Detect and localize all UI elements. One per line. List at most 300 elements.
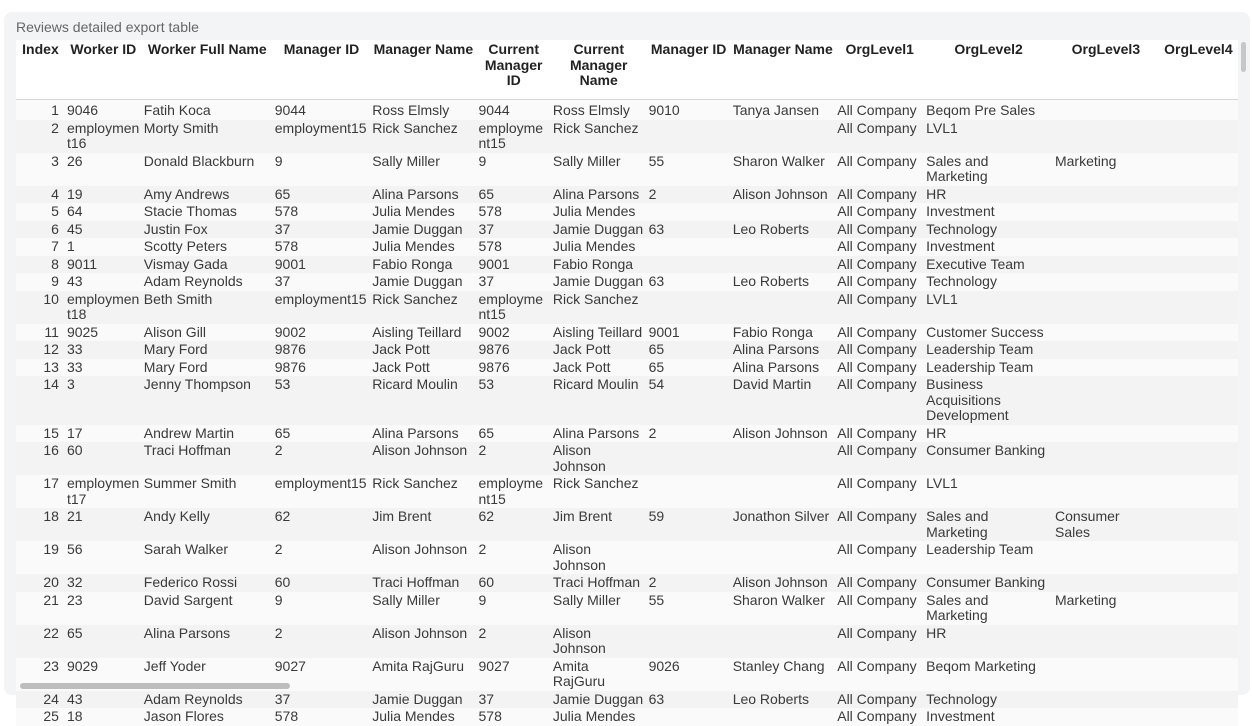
- table-cell: LVL1: [924, 291, 1053, 324]
- table-cell: Consumer Banking: [924, 574, 1053, 592]
- table-cell: 17: [65, 425, 142, 443]
- table-cell: Mary Ford: [142, 341, 273, 359]
- table-cell: 43: [65, 273, 142, 291]
- table-cell: 20: [16, 574, 65, 592]
- table-cell: Jeff Yoder: [142, 658, 273, 691]
- table-cell: 9: [477, 592, 551, 625]
- table-cell: Jenny Thompson: [142, 376, 273, 425]
- table-cell: Adam Reynolds: [142, 691, 273, 709]
- table-cell: Julia Mendes: [370, 238, 476, 256]
- table-row[interactable]: [16, 256, 1238, 274]
- table-row[interactable]: [16, 100, 1238, 120]
- table-row[interactable]: [16, 324, 1238, 342]
- table-cell: Leadership Team: [924, 341, 1053, 359]
- table-cell: 578: [273, 708, 370, 726]
- table-cell: [1159, 574, 1238, 592]
- column-header[interactable]: Current Manager Name: [551, 40, 647, 100]
- table-cell: Aisling Teillard: [551, 324, 647, 342]
- table-cell: Technology: [924, 221, 1053, 239]
- table-cell: employment15: [273, 120, 370, 153]
- column-header[interactable]: Manager Name: [731, 40, 836, 100]
- table-row[interactable]: [16, 376, 1238, 425]
- table-cell: [1053, 238, 1159, 256]
- table-cell: All Company: [835, 324, 924, 342]
- table-cell: Alina Parsons: [551, 425, 647, 443]
- table-cell: [1053, 221, 1159, 239]
- table-cell: [1053, 359, 1159, 377]
- table-cell: [1053, 691, 1159, 709]
- table-cell: 9: [16, 273, 65, 291]
- table-cell: 9046: [65, 100, 142, 120]
- table-row[interactable]: [16, 359, 1238, 377]
- table-cell: Rick Sanchez: [551, 291, 647, 324]
- table-cell: LVL1: [924, 120, 1053, 153]
- table-cell: Rick Sanchez: [370, 475, 476, 508]
- table-cell: 65: [477, 186, 551, 204]
- table-cell: 23: [65, 592, 142, 625]
- table-cell: [1053, 324, 1159, 342]
- table-cell: 13: [16, 359, 65, 377]
- table-cell: 26: [65, 153, 142, 186]
- table-cell: 578: [477, 203, 551, 221]
- table-cell: [1159, 691, 1238, 709]
- table-cell: Sales and Marketing: [924, 592, 1053, 625]
- table-cell: employment15: [477, 120, 551, 153]
- table-row[interactable]: [16, 238, 1238, 256]
- table-cell: 62: [477, 508, 551, 541]
- table-cell: All Company: [835, 273, 924, 291]
- table-cell: Alina Parsons: [551, 186, 647, 204]
- table-cell: Investment: [924, 238, 1053, 256]
- table-cell: 9876: [477, 341, 551, 359]
- table-cell: Executive Team: [924, 256, 1053, 274]
- table-row[interactable]: [16, 273, 1238, 291]
- table-cell: Amy Andrews: [142, 186, 273, 204]
- table-cell: 65: [477, 425, 551, 443]
- table-cell: Beqom Pre Sales: [924, 100, 1053, 120]
- table-cell: Fabio Ronga: [551, 256, 647, 274]
- table-cell: 37: [477, 221, 551, 239]
- table-cell: 9026: [647, 658, 731, 691]
- table-cell: All Company: [835, 376, 924, 425]
- table-cell: LVL1: [924, 475, 1053, 508]
- table-cell: Donald Blackburn: [142, 153, 273, 186]
- table-cell: 45: [65, 221, 142, 239]
- column-header[interactable]: OrgLevel1: [835, 40, 924, 100]
- table-cell: Consumer Sales: [1053, 508, 1159, 541]
- table-cell: [1159, 221, 1238, 239]
- table-cell: Ross Elmsly: [551, 100, 647, 120]
- table-cell: 9044: [273, 100, 370, 120]
- table-cell: Jamie Duggan: [370, 221, 476, 239]
- column-header[interactable]: Current Manager ID: [477, 40, 551, 100]
- table-cell: [1159, 341, 1238, 359]
- table-row[interactable]: [16, 475, 1238, 508]
- table-row[interactable]: [16, 203, 1238, 221]
- table-cell: [647, 708, 731, 726]
- table-cell: All Company: [835, 291, 924, 324]
- table-cell: Alison Johnson: [551, 625, 647, 658]
- table-cell: Julia Mendes: [551, 708, 647, 726]
- table-cell: [1053, 291, 1159, 324]
- table-cell: 9002: [273, 324, 370, 342]
- table-cell: Alison Johnson: [731, 425, 836, 443]
- table-cell: 65: [647, 341, 731, 359]
- table-row[interactable]: [16, 153, 1238, 186]
- table-cell: [1159, 120, 1238, 153]
- table-cell: 23: [16, 658, 65, 691]
- table-cell: 9027: [477, 658, 551, 691]
- table-cell: Jack Pott: [551, 341, 647, 359]
- table-row[interactable]: [16, 442, 1238, 475]
- table-cell: 9010: [647, 100, 731, 120]
- table-cell: 19: [65, 186, 142, 204]
- table-cell: Sally Miller: [370, 153, 476, 186]
- table-cell: All Company: [835, 359, 924, 377]
- table-cell: HR: [924, 425, 1053, 443]
- table-cell: 63: [647, 273, 731, 291]
- table-cell: 63: [647, 221, 731, 239]
- column-header[interactable]: Worker ID: [65, 40, 142, 100]
- table-row[interactable]: [16, 691, 1238, 709]
- table-cell: Stanley Chang: [731, 658, 836, 691]
- table-cell: [1053, 658, 1159, 691]
- table-cell: Rick Sanchez: [551, 475, 647, 508]
- table-cell: 59: [647, 508, 731, 541]
- table-cell: employment15: [273, 291, 370, 324]
- table-cell: All Company: [835, 625, 924, 658]
- horizontal-scrollbar[interactable]: [20, 683, 290, 689]
- table-cell: [1159, 238, 1238, 256]
- table-cell: employment17: [65, 475, 142, 508]
- table-cell: Marketing: [1053, 592, 1159, 625]
- table-cell: Sharon Walker: [731, 592, 836, 625]
- table-cell: Jonathon Silver: [731, 508, 836, 541]
- panel-title: Reviews detailed export table: [16, 19, 199, 35]
- table-cell: [647, 256, 731, 274]
- table-cell: Alison Johnson: [731, 574, 836, 592]
- table-cell: Business Acquisitions Development: [924, 376, 1053, 425]
- table-cell: [731, 625, 836, 658]
- table-cell: Beth Smith: [142, 291, 273, 324]
- table-cell: [1159, 273, 1238, 291]
- table-cell: [1159, 359, 1238, 377]
- table-cell: Technology: [924, 691, 1053, 709]
- table-cell: All Company: [835, 153, 924, 186]
- table-cell: [1159, 425, 1238, 443]
- table-cell: Jamie Duggan: [551, 221, 647, 239]
- table-cell: Jack Pott: [370, 359, 476, 377]
- table-cell: Amita RajGuru: [370, 658, 476, 691]
- table-cell: Alison Johnson: [551, 442, 647, 475]
- table-cell: 8: [16, 256, 65, 274]
- table-cell: 1: [65, 238, 142, 256]
- table-cell: 9001: [477, 256, 551, 274]
- table-row[interactable]: [16, 625, 1238, 658]
- table-cell: Alina Parsons: [731, 341, 836, 359]
- table-row[interactable]: [16, 574, 1238, 592]
- table-cell: Federico Rossi: [142, 574, 273, 592]
- table-cell: employment18: [65, 291, 142, 324]
- column-header[interactable]: Manager Name: [370, 40, 476, 100]
- table-cell: 9: [273, 153, 370, 186]
- table-cell: Alina Parsons: [731, 359, 836, 377]
- table-cell: employment15: [273, 475, 370, 508]
- table-cell: [1159, 541, 1238, 574]
- table-cell: 9002: [477, 324, 551, 342]
- table-cell: Traci Hoffman: [370, 574, 476, 592]
- vertical-scrollbar[interactable]: [1241, 42, 1246, 72]
- table-cell: [1159, 625, 1238, 658]
- table-cell: Julia Mendes: [370, 203, 476, 221]
- table-cell: 65: [647, 359, 731, 377]
- table-cell: Jason Flores: [142, 708, 273, 726]
- table-cell: [1053, 541, 1159, 574]
- table-cell: [1159, 658, 1238, 691]
- table-cell: [731, 120, 836, 153]
- table-cell: [1159, 592, 1238, 625]
- table-cell: All Company: [835, 221, 924, 239]
- table-cell: 9025: [65, 324, 142, 342]
- table-cell: [1159, 100, 1238, 120]
- table-cell: Morty Smith: [142, 120, 273, 153]
- table-cell: [647, 203, 731, 221]
- table-cell: [1159, 291, 1238, 324]
- table-row[interactable]: [16, 708, 1238, 726]
- table-cell: Julia Mendes: [551, 238, 647, 256]
- table-cell: Alina Parsons: [370, 425, 476, 443]
- table-cell: [1053, 425, 1159, 443]
- table-cell: 24: [16, 691, 65, 709]
- table-row[interactable]: [16, 592, 1238, 625]
- table-cell: [1159, 256, 1238, 274]
- table-cell: Customer Success: [924, 324, 1053, 342]
- table-cell: All Company: [835, 508, 924, 541]
- table-cell: Rick Sanchez: [551, 120, 647, 153]
- table-cell: Justin Fox: [142, 221, 273, 239]
- table-cell: [1159, 708, 1238, 726]
- table-cell: Scotty Peters: [142, 238, 273, 256]
- table-cell: 33: [65, 341, 142, 359]
- column-header[interactable]: OrgLevel3: [1053, 40, 1159, 100]
- table-cell: 2: [273, 625, 370, 658]
- table-cell: Fabio Ronga: [370, 256, 476, 274]
- table-cell: 37: [273, 221, 370, 239]
- table-cell: Leo Roberts: [731, 221, 836, 239]
- table-cell: 56: [65, 541, 142, 574]
- table-cell: All Company: [835, 186, 924, 204]
- table-cell: 21: [65, 508, 142, 541]
- table-cell: [1053, 708, 1159, 726]
- table-cell: Leadership Team: [924, 541, 1053, 574]
- table-row[interactable]: [16, 341, 1238, 359]
- table-cell: All Company: [835, 203, 924, 221]
- table-cell: 17: [16, 475, 65, 508]
- table-cell: [731, 442, 836, 475]
- table-cell: Aisling Teillard: [370, 324, 476, 342]
- table-cell: employment15: [477, 291, 551, 324]
- table-row[interactable]: [16, 508, 1238, 541]
- table-cell: [1053, 475, 1159, 508]
- table-cell: 9: [273, 592, 370, 625]
- reviews-table: [16, 40, 1238, 726]
- table-cell: [731, 256, 836, 274]
- table-cell: Alison Johnson: [731, 186, 836, 204]
- table-cell: Amita RajGuru: [551, 658, 647, 691]
- table-cell: 21: [16, 592, 65, 625]
- table-cell: Jack Pott: [370, 341, 476, 359]
- table-cell: All Company: [835, 100, 924, 120]
- table-cell: Investment: [924, 203, 1053, 221]
- table-cell: 25: [16, 708, 65, 726]
- column-header[interactable]: Manager ID: [647, 40, 731, 100]
- table-cell: 3: [65, 376, 142, 425]
- table-cell: All Company: [835, 120, 924, 153]
- table-cell: Alina Parsons: [370, 186, 476, 204]
- table-cell: All Company: [835, 574, 924, 592]
- table-cell: Julia Mendes: [370, 708, 476, 726]
- table-cell: [1053, 442, 1159, 475]
- table-cell: Fabio Ronga: [731, 324, 836, 342]
- table-cell: Mary Ford: [142, 359, 273, 377]
- table-cell: 37: [477, 273, 551, 291]
- table-row[interactable]: [16, 120, 1238, 153]
- table-cell: [647, 238, 731, 256]
- table-cell: [1159, 508, 1238, 541]
- column-header[interactable]: OrgLevel2: [924, 40, 1053, 100]
- table-cell: Sally Miller: [551, 153, 647, 186]
- table-row[interactable]: [16, 221, 1238, 239]
- table-cell: All Company: [835, 442, 924, 475]
- table-cell: Jamie Duggan: [370, 691, 476, 709]
- table-cell: 9011: [65, 256, 142, 274]
- column-header[interactable]: OrgLevel4: [1159, 40, 1238, 100]
- table-row[interactable]: [16, 186, 1238, 204]
- table-cell: 9029: [65, 658, 142, 691]
- table-cell: 2: [477, 625, 551, 658]
- table-cell: Fatih Koca: [142, 100, 273, 120]
- table-cell: Sharon Walker: [731, 153, 836, 186]
- table-cell: 16: [16, 442, 65, 475]
- table-cell: [647, 442, 731, 475]
- table-row[interactable]: [16, 425, 1238, 443]
- table-cell: All Company: [835, 708, 924, 726]
- table-cell: 2: [477, 442, 551, 475]
- table-cell: [731, 291, 836, 324]
- table-cell: 3: [16, 153, 65, 186]
- table-cell: [1053, 376, 1159, 425]
- table-cell: [1159, 442, 1238, 475]
- table-cell: [1053, 574, 1159, 592]
- table-cell: Alison Johnson: [551, 541, 647, 574]
- table-cell: [1053, 186, 1159, 204]
- table-cell: 9876: [273, 341, 370, 359]
- table-cell: 5: [16, 203, 65, 221]
- table-cell: 63: [647, 691, 731, 709]
- table-cell: Vismay Gada: [142, 256, 273, 274]
- table-cell: 33: [65, 359, 142, 377]
- table-cell: HR: [924, 186, 1053, 204]
- table-cell: Sales and Marketing: [924, 508, 1053, 541]
- table-cell: Tanya Jansen: [731, 100, 836, 120]
- column-header[interactable]: Index: [16, 40, 65, 100]
- table-cell: Andy Kelly: [142, 508, 273, 541]
- table-cell: [1053, 625, 1159, 658]
- table-cell: [1159, 203, 1238, 221]
- table-cell: Consumer Banking: [924, 442, 1053, 475]
- table-cell: 11: [16, 324, 65, 342]
- table-cell: employment15: [477, 475, 551, 508]
- table-cell: [647, 541, 731, 574]
- table-cell: All Company: [835, 592, 924, 625]
- table-cell: Leo Roberts: [731, 273, 836, 291]
- table-row[interactable]: [16, 291, 1238, 324]
- table-cell: 19: [16, 541, 65, 574]
- table-cell: David Sargent: [142, 592, 273, 625]
- table-viewport[interactable]: [16, 40, 1238, 724]
- table-cell: 14: [16, 376, 65, 425]
- column-header[interactable]: Manager ID: [273, 40, 370, 100]
- table-cell: 9876: [273, 359, 370, 377]
- table-cell: David Martin: [731, 376, 836, 425]
- table-cell: 7: [16, 238, 65, 256]
- table-cell: 2: [647, 186, 731, 204]
- table-cell: [731, 475, 836, 508]
- table-cell: Marketing: [1053, 153, 1159, 186]
- table-cell: [647, 120, 731, 153]
- table-cell: 12: [16, 341, 65, 359]
- table-cell: 10: [16, 291, 65, 324]
- table-cell: All Company: [835, 475, 924, 508]
- table-cell: 578: [477, 708, 551, 726]
- table-cell: Alison Johnson: [370, 442, 476, 475]
- table-cell: [731, 708, 836, 726]
- table-cell: Alison Johnson: [370, 541, 476, 574]
- table-cell: 15: [16, 425, 65, 443]
- table-cell: Sally Miller: [551, 592, 647, 625]
- table-cell: Jack Pott: [551, 359, 647, 377]
- table-cell: 32: [65, 574, 142, 592]
- table-row[interactable]: [16, 541, 1238, 574]
- table-cell: [647, 475, 731, 508]
- table-cell: Beqom Marketing: [924, 658, 1053, 691]
- table-cell: [1053, 273, 1159, 291]
- table-cell: [731, 203, 836, 221]
- table-cell: 18: [65, 708, 142, 726]
- table-cell: All Company: [835, 691, 924, 709]
- column-header[interactable]: Worker Full Name: [142, 40, 273, 100]
- table-cell: employment16: [65, 120, 142, 153]
- table-cell: 60: [477, 574, 551, 592]
- table-cell: Rick Sanchez: [370, 120, 476, 153]
- table-cell: Ross Elmsly: [370, 100, 476, 120]
- table-cell: 2: [647, 425, 731, 443]
- table-cell: Adam Reynolds: [142, 273, 273, 291]
- table-cell: Sarah Walker: [142, 541, 273, 574]
- table-cell: 578: [273, 203, 370, 221]
- table-cell: [1159, 324, 1238, 342]
- table-cell: Jamie Duggan: [370, 273, 476, 291]
- export-table-panel: [4, 12, 1250, 724]
- table-cell: 4: [16, 186, 65, 204]
- table-cell: Stacie Thomas: [142, 203, 273, 221]
- table-cell: Traci Hoffman: [142, 442, 273, 475]
- table-cell: 578: [273, 238, 370, 256]
- table-cell: All Company: [835, 341, 924, 359]
- table-cell: [1053, 341, 1159, 359]
- table-cell: 2: [16, 120, 65, 153]
- table-cell: 9: [477, 153, 551, 186]
